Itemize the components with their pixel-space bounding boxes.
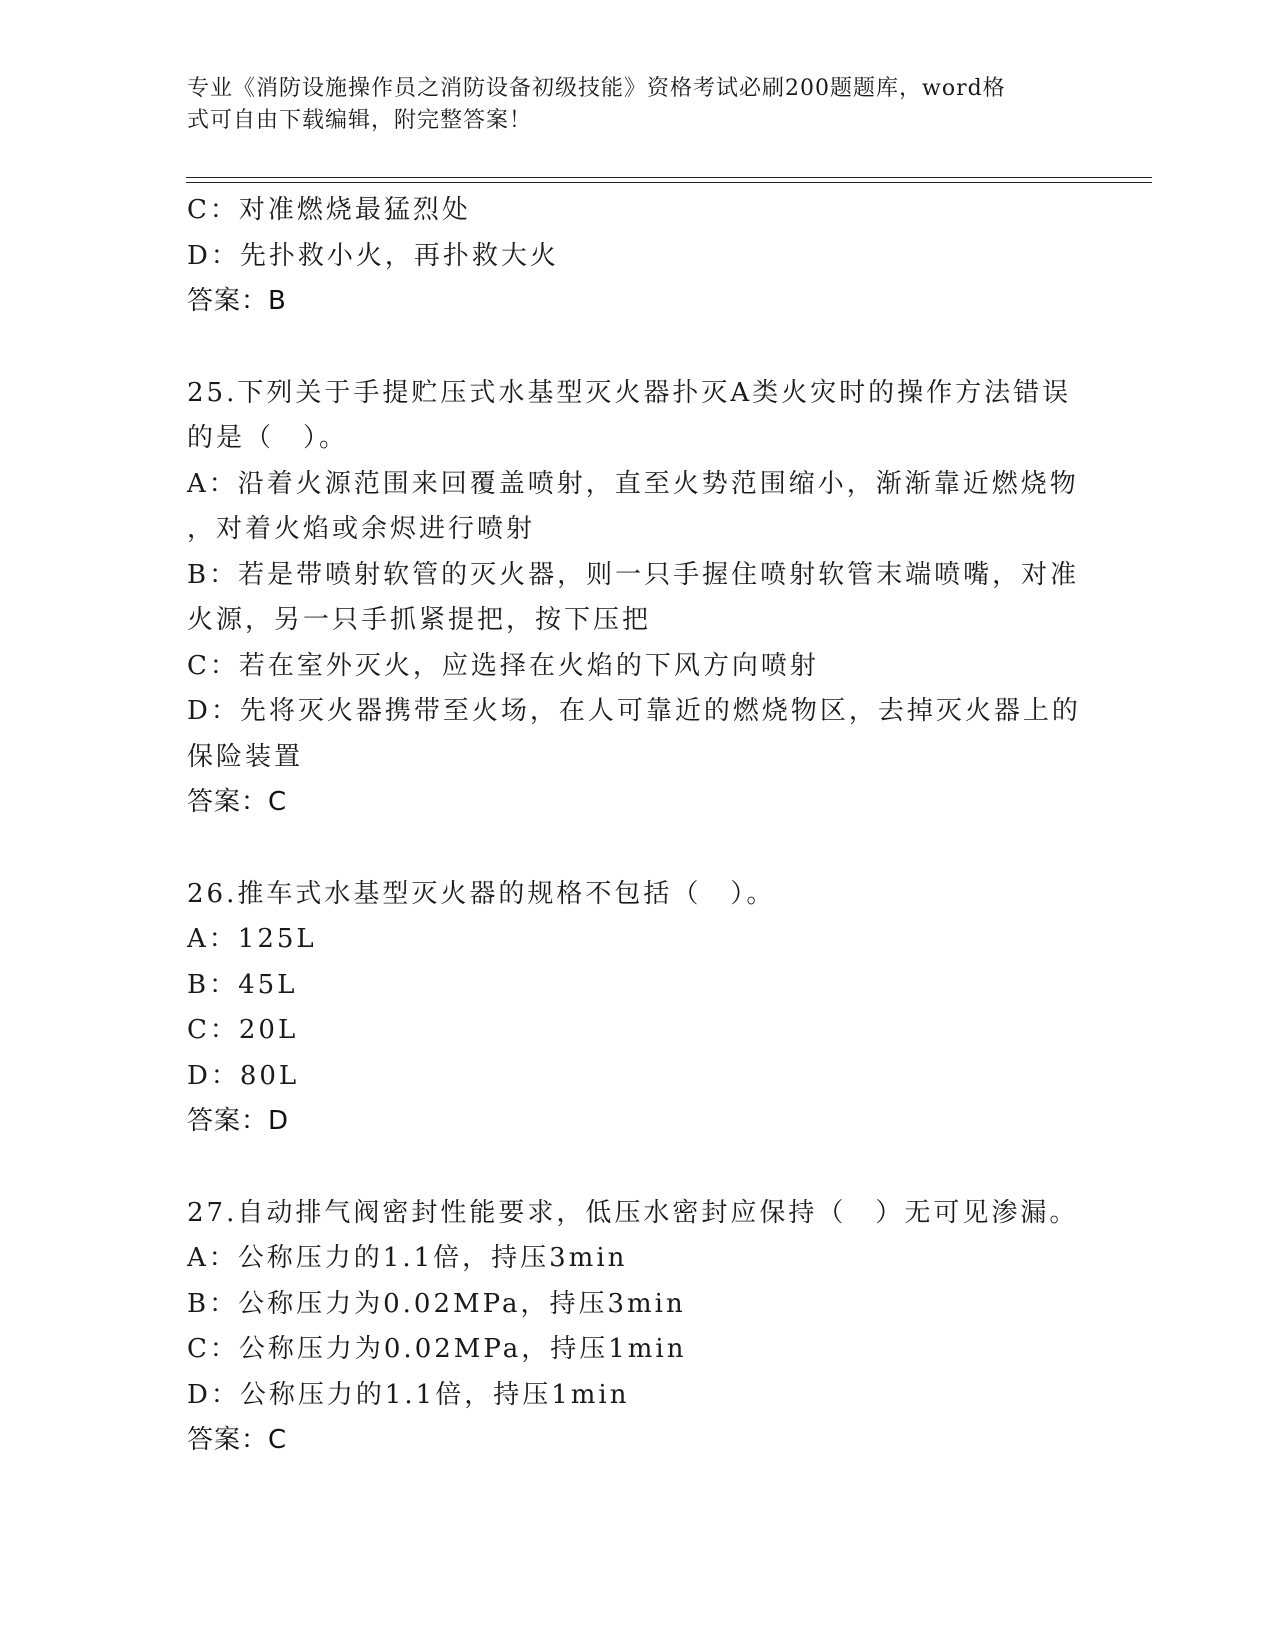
document-header bbox=[187, 73, 1067, 137]
question-26 bbox=[187, 872, 1087, 1145]
header-divider-bottom bbox=[186, 182, 1152, 183]
option-b: B：45L bbox=[187, 969, 298, 1000]
answer: 答案：C bbox=[187, 1425, 288, 1455]
spacer bbox=[187, 1145, 1087, 1191]
option-c: C：对准燃烧最猛烈处 bbox=[187, 195, 471, 225]
question-stem: 25.下列关于手提贮压式水基型灭火器扑灭A类火灾时的操作方法错误 bbox=[187, 377, 1072, 408]
question-25 bbox=[187, 371, 1087, 826]
option-c: C：20L bbox=[187, 1015, 299, 1045]
option-c: C：公称压力为0.02MPa，持压1min bbox=[187, 1334, 687, 1364]
question-stem: 26.推车式水基型灭火器的规格不包括（ ）。 bbox=[187, 878, 776, 909]
header-line-1: 专业《消防设施操作员之消防设备初级技能》资格考试必刷200题题库，word格 bbox=[187, 76, 1006, 101]
question-27 bbox=[187, 1191, 1087, 1464]
spacer bbox=[187, 826, 1087, 872]
option-a: A：公称压力的1.1倍，持压3min bbox=[187, 1243, 628, 1273]
spacer bbox=[187, 325, 1087, 371]
answer: 答案：C bbox=[187, 787, 288, 817]
option-a: A：125L bbox=[187, 924, 317, 954]
option-d: D：先扑救小火，再扑救大火 bbox=[187, 240, 559, 271]
option-d-cont: 保险装置 bbox=[187, 741, 304, 772]
option-c: C：若在室外灭火，应选择在火焰的下风方向喷射 bbox=[187, 650, 819, 681]
question-stem: 27.自动排气阀密封性能要求，低压水密封应保持（ ）无可见渗漏。 bbox=[187, 1197, 1079, 1228]
option-b: B：若是带喷射软管的灭火器，则一只手握住喷射软管末端喷嘴，对准 bbox=[187, 559, 1080, 590]
option-d: D：公称压力的1.1倍，持压1min bbox=[187, 1379, 630, 1410]
question-list bbox=[187, 188, 1087, 1464]
option-b: B：公称压力为0.02MPa，持压3min bbox=[187, 1288, 686, 1319]
option-d: D：80L bbox=[187, 1060, 300, 1091]
answer: 答案：D bbox=[187, 1106, 290, 1136]
option-a-cont: ，对着火焰或余烬进行喷射 bbox=[187, 514, 536, 544]
question-stem-cont: 的是（ ）。 bbox=[187, 423, 349, 453]
option-a: A：沿着火源范围来回覆盖喷射，直至火势范围缩小，渐渐靠近燃烧物 bbox=[187, 468, 1079, 499]
option-b-cont: 火源，另一只手抓紧提把，按下压把 bbox=[187, 605, 652, 635]
answer: 答案：B bbox=[187, 286, 287, 316]
header-line-2: 式可自由下载编辑，附完整答案！ bbox=[187, 108, 533, 133]
header-divider-top bbox=[186, 177, 1152, 178]
option-d: D：先将灭火器携带至火场，在人可靠近的燃烧物区，去掉灭火器上的 bbox=[187, 696, 1081, 726]
question-24-tail bbox=[187, 188, 1087, 325]
